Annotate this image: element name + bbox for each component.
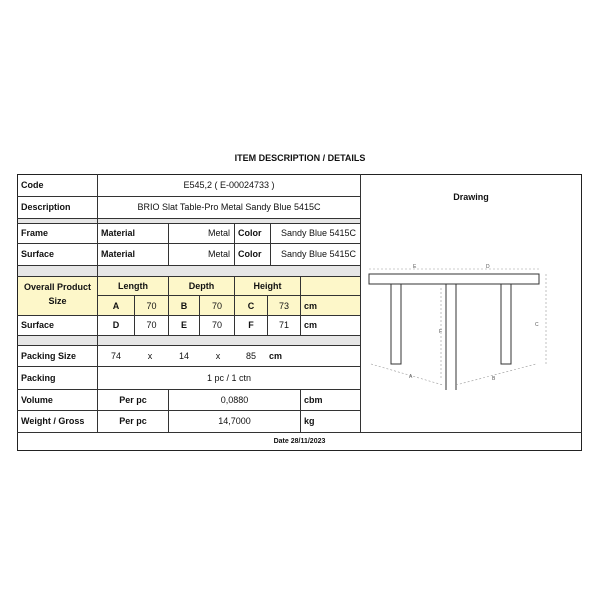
dim-value-e: 70 <box>211 320 222 330</box>
height-header: Height <box>253 280 282 291</box>
code-label: Code <box>21 180 44 190</box>
packing-size-x1: x <box>147 350 153 361</box>
surface-color-label: Color <box>238 249 262 259</box>
drawing-letter-a: A <box>409 374 413 380</box>
drawing-label: Drawing <box>453 192 489 202</box>
dim-value-f: 71 <box>278 320 289 330</box>
dim-letter-a: A <box>112 300 120 311</box>
weight-unit: kg <box>304 416 315 426</box>
overall-label: Overall Product <box>23 282 92 292</box>
overall-label-size: Size <box>48 296 67 306</box>
frame-label: Frame <box>21 228 49 238</box>
drawing-letter-c: C <box>535 322 539 328</box>
drawing-letter-d: D <box>486 264 490 270</box>
frame-material-label: Material <box>101 228 136 238</box>
frame-color-value: Sandy Blue 5415C <box>280 228 356 238</box>
weight-label: Weight / Gross <box>21 416 85 426</box>
table-drawing <box>361 260 581 390</box>
dim-value-d: 70 <box>146 320 157 330</box>
dim-unit-2: cm <box>304 320 318 330</box>
surface-dim-label: Surface <box>21 320 55 330</box>
drawing-letter-e: E <box>413 264 417 270</box>
packing-size-unit: cm <box>269 350 283 361</box>
dim-letter-f: F <box>248 320 254 330</box>
gap-band <box>18 265 360 276</box>
dim-unit-1: cm <box>304 300 318 311</box>
frame-color-label: Color <box>238 228 262 238</box>
surface-material-value: Metal <box>207 249 230 259</box>
packing-size-width: 14 <box>178 350 189 361</box>
code-value: E545,2 ( E-00024733 ) <box>183 180 275 190</box>
packing-label: Packing <box>21 372 56 383</box>
weight-value: 14,7000 <box>218 416 251 426</box>
packing-size-height: 85 <box>245 350 256 361</box>
dim-value-a: 70 <box>146 300 157 311</box>
frame-material-value: Metal <box>207 228 230 238</box>
length-header: Length <box>118 280 148 291</box>
gap-band <box>18 335 360 345</box>
volume-label: Volume <box>21 394 53 405</box>
depth-header: Depth <box>188 280 215 291</box>
volume-value: 0,0880 <box>220 394 249 405</box>
volume-unit: cbm <box>304 394 323 405</box>
surface-material-label: Material <box>101 249 136 259</box>
dim-value-b: 70 <box>211 300 222 311</box>
volume-per: Per pc <box>119 394 147 405</box>
date-footer: Date 28/11/2023 <box>273 438 326 445</box>
description-value: BRIO Slat Table-Pro Metal Sandy Blue 5415C <box>137 202 321 212</box>
surface-color-value: Sandy Blue 5415C <box>280 249 356 259</box>
description-label: Description <box>21 202 71 212</box>
dim-letter-c: C <box>247 300 255 311</box>
packing-size-length: 74 <box>110 350 121 361</box>
drawing-letter-f: F <box>439 329 443 335</box>
surface-label: Surface <box>21 249 55 259</box>
dim-letter-e: E <box>180 320 187 330</box>
packing-size-x2: x <box>215 350 221 361</box>
dim-letter-b: B <box>180 300 188 311</box>
dim-letter-d: D <box>112 320 120 330</box>
drawing-letter-b: B <box>492 376 496 382</box>
dim-value-c: 73 <box>278 300 289 311</box>
page-title: ITEM DESCRIPTION / DETAILS <box>234 153 366 163</box>
weight-per: Per pc <box>119 416 147 426</box>
packing-size-label: Packing Size <box>21 350 77 361</box>
packing-value: 1 pc / 1 ctn <box>206 372 252 383</box>
